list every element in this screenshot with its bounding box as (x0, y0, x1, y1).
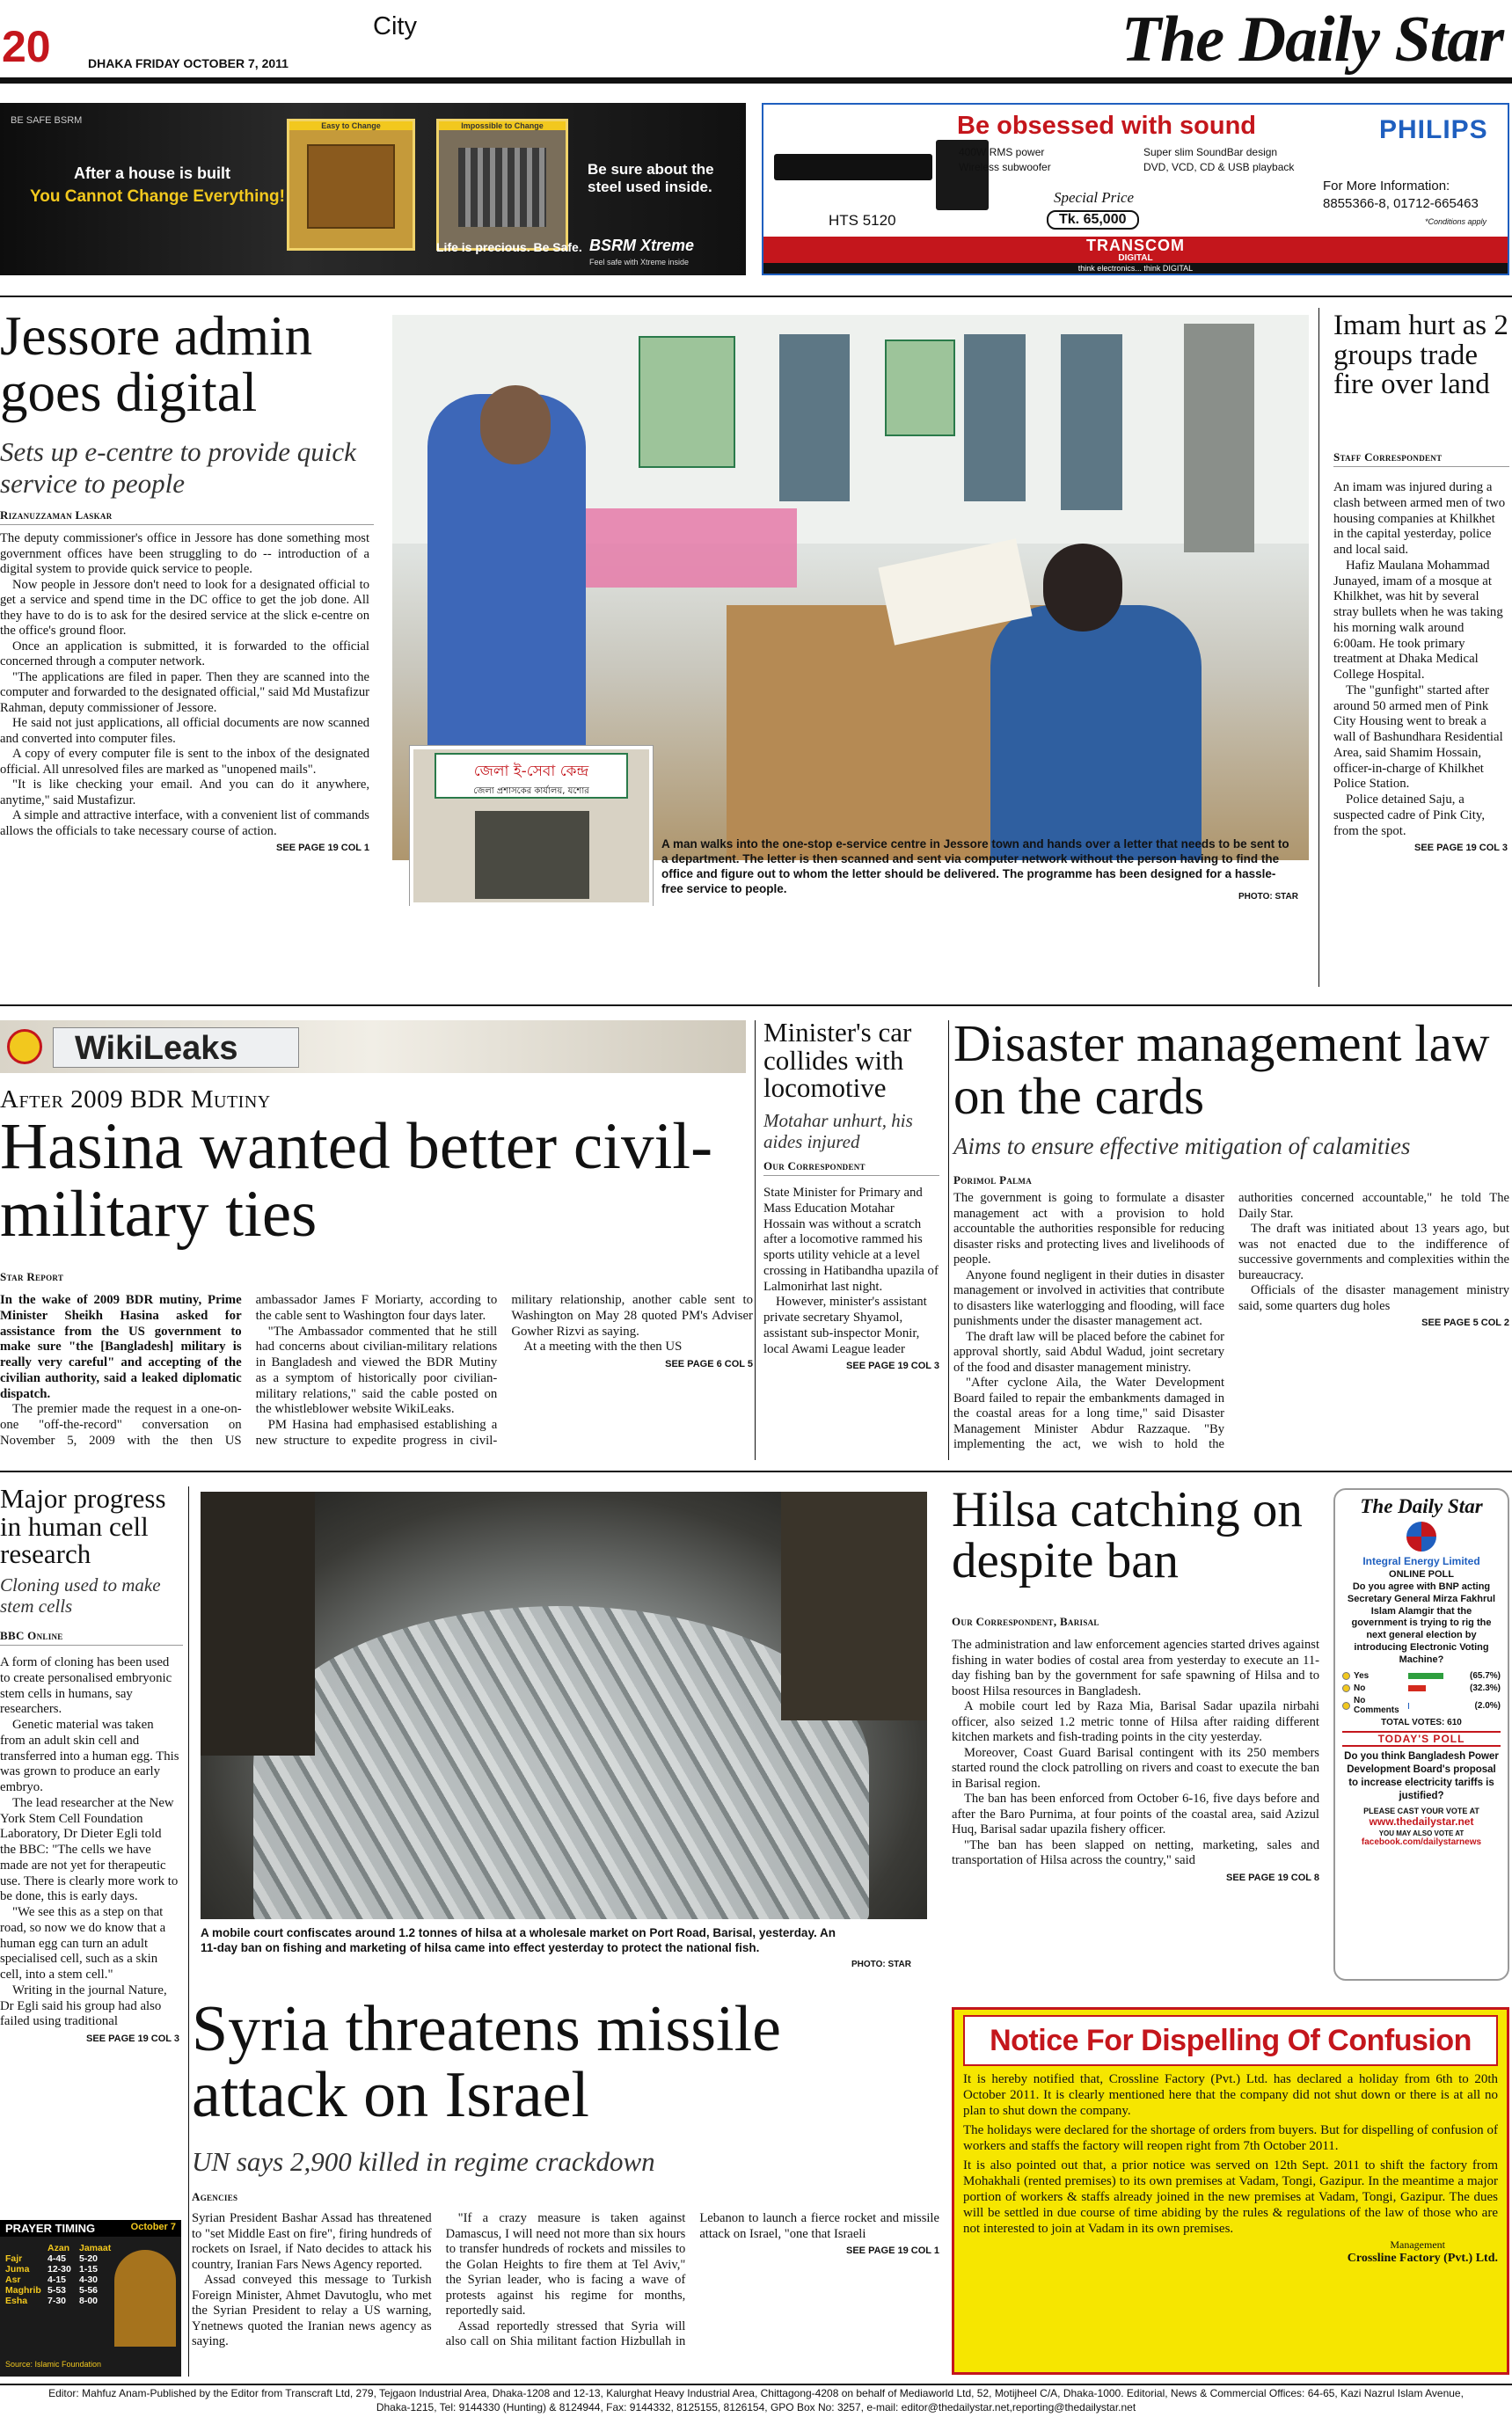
imprint-line-2: Dhaka-1215, Tel: 9144330 (Hunting) & 8124944, Fax: 9144332, 8125155, 8126154, GPO Box No: 3257, e-mail: editor@thedailystar.net,reporting@thedailystar.net (376, 2401, 1136, 2413)
paragraph: "After cyclone Aila, the Water Development Board failed to repair the embankments damaged in the coastal areas for a long time," said Disaster Management Minister Abdur Razzaque. "By implementing the act, we wish to hold the authorities concerned accountable," he told The Daily Star. (953, 1191, 1509, 1451)
tag-impossible: Impossible to Change (439, 121, 566, 130)
poll-percentage: (65.7%) (1469, 1671, 1501, 1682)
syria-headline[interactable]: Syria threatens missile attack on Israel (192, 1993, 781, 2132)
photo-credit: PHOTO: STAR (1238, 892, 1298, 902)
ad-philips[interactable] (762, 103, 1509, 275)
bsrm-line1: After a house is built (74, 164, 231, 182)
transcom-logo: TRANSCOM (1086, 237, 1185, 254)
transcom-sub: DIGITAL (1118, 253, 1153, 263)
prayer-name: Maghrib (5, 2285, 41, 2296)
notice-paragraph: It is also pointed out that, a prior notice was served on 12th Sept. 2011 to shift the factory from Mohakhali (rented premises) to its own premises at Vadam, Tongi, Gazipur. In the meantime a major portion of workers & staffs already joined in the new premises at Vadam, Tongi, Gazipur. The dues will be settled in due course of time abiding by the rules & regulations of the law of those who are not interested to join at Vadam in its own premises. (963, 2158, 1498, 2236)
feature-item: Super slim SoundBar design (1143, 146, 1278, 158)
paragraph: Syrian President Bashar Assad has threatened to "set Middle East on fire", firing hundreds of rockets on Israel, if Nato decides to attack his country, Iranian Fars News Agency reported. (192, 2211, 432, 2272)
poll-also: YOU MAY ALSO VOTE AT (1378, 1829, 1465, 1837)
ad-bsrm[interactable] (0, 103, 746, 275)
prayer-time: 12-30 (47, 2264, 71, 2275)
imam-body (1333, 480, 1508, 854)
notice-sign-name: Crossline Factory (Pvt.) Ltd. (1347, 2252, 1498, 2265)
poll-percentage: (32.3%) (1469, 1683, 1501, 1694)
poll-bar (1408, 1685, 1426, 1691)
prayer-time: 4-45 (47, 2253, 67, 2264)
poll-percentage: (2.0%) (1474, 1700, 1501, 1711)
paragraph: In the wake of 2009 BDR mutiny, Prime Minister Sheikh Hasina asked for assistance from the US government to make sure "the [Bangladesh] military is really very careful" and accepting of the civilian authority, said a leaked diplomatic dispatch. (0, 1293, 242, 1401)
disaster-deck: Aims to ensure effective mitigation of calamities (953, 1133, 1411, 1159)
disaster-headline[interactable]: Disaster management law on the cards (953, 1014, 1490, 1126)
poll-bar (1408, 1703, 1409, 1709)
wikileaks-label: WikiLeaks (53, 1027, 299, 1068)
cloning-body (0, 1655, 179, 2045)
prayer-time: 4-15 (47, 2275, 67, 2285)
feature-item: Wireless subwoofer (959, 161, 1051, 174)
paragraph: A mobile court led by Raza Mia, Barisal Sadar upazila nirbahi officer, also seized 1.2 metric tonne of Hilsa after raiding different kitchen markets and fish-trading points in the city yesterday. (952, 1699, 1319, 1744)
online-poll-box[interactable] (1333, 1488, 1509, 1981)
section-rule (0, 1004, 1512, 1006)
hilsa-headline[interactable]: Hilsa catching on despite ban (952, 1482, 1303, 1589)
prayer-table (5, 2243, 111, 2306)
paragraph: He said not just applications, all official documents are now scanned and converted into computer files. (0, 716, 369, 746)
bsrm-brand-top: BE SAFE BSRM (11, 115, 83, 126)
paragraph: Assad reportedly stressed that Syria will also call on Shia militant faction Hizbullah in Lebanon to launch a fierce rocket and missile attack on Israel, "one that Israeli (445, 2211, 939, 2348)
bsrm-logo-sub: Feel safe with Xtreme inside (589, 258, 690, 267)
paragraph: "The Ambassador commented that he still had concerns about civilian-military relations in Bangladesh and viewed the BDR Mutiny as a symptom of historically poor civilian-military relations," said the cable posted on the whistleblower website WikiLeaks. (255, 1324, 498, 1417)
column-rule (755, 1020, 756, 1460)
masthead-logo: The Daily Star (1121, 4, 1503, 76)
hilsa-byline: Our Correspondent, Barisal (952, 1615, 1099, 1628)
column-rule (1318, 308, 1319, 987)
paragraph: The government is going to formulate a disaster management act with a provision to hold accountable the authorities responsible for reducing disaster risks and protecting lives and livelihoods of people. (953, 1191, 1224, 1267)
bsrm-logo: BSRM Xtreme (589, 237, 695, 254)
transcom-tag: think electronics... think DIGITAL (763, 263, 1508, 274)
paragraph: Police detained Saju, a suspected cadre of Pink City, from the spot. (1333, 792, 1486, 838)
syria-deck: UN says 2,900 killed in regime crackdown (192, 2146, 655, 2177)
paragraph: Moreover, Coast Guard Barisal contingent with its 250 members started round the clock patrolling on rivers and coast to execute the ban in Barisal region. (952, 1745, 1319, 1791)
prayer-time: 5-56 (79, 2285, 99, 2296)
poll-bar (1408, 1673, 1443, 1679)
prayer-name: Asr (5, 2275, 21, 2285)
syria-body (192, 2192, 939, 2371)
philips-model: HTS 5120 (829, 212, 896, 229)
feature-item: DVD, VCD, CD & USB playback (1143, 161, 1295, 174)
section-rule (0, 1471, 1512, 1472)
imprint-line-1: Editor: Mahfuz Anam-Published by the Editor from Transcraft Ltd, 279, Tejgaon Industrial Area, Dhaka-1208 and 12-13, Kalurghat Heavy Industrial Area, Chittagong-4208 on behalf of Mediaworld Ltd, 52, Motijheel C/A, Dhaka-1000. Editorial, News & Commercial Offices: 64-65, Kazi Nazrul Islam Avenue, (48, 2387, 1464, 2399)
notice-box (952, 2007, 1509, 2375)
paragraph: Assad conveyed this message to Turkish Foreign Minister, Ahmet Davutoglu, who met the Syrian President to relay a US warning, Ynetnews quoted the Iranian news agency as saying. (192, 2273, 432, 2348)
jessore-headline[interactable]: Jessore admin goes digital (0, 305, 313, 424)
prayer-timing-box (0, 2220, 181, 2377)
radio-dot-icon[interactable] (1342, 1684, 1350, 1692)
philips-headline: Be obsessed with sound (957, 112, 1256, 140)
poll-option-label: No Comments (1354, 1696, 1399, 1716)
cloning-headline[interactable]: Major progress in human cell research (0, 1483, 166, 1570)
prayer-header: Azan (47, 2243, 70, 2253)
bsrm-line2: You Cannot Change Everything! (30, 187, 285, 206)
paragraph: A simple and attractive interface, with a convenient list of commands allows the officials to take necessary course of action. (0, 808, 369, 838)
poll-sponsor: Integral Energy Limited (1362, 1555, 1480, 1567)
paragraph: "It is like checking your email. And you can do it anywhere, anytime," said Mustafizur. (0, 778, 369, 807)
notice-paragraph: It is hereby notified that, Crossline Factory (Pvt.) Ltd. has declared a holiday from 6th to 20th October 2011. It is clearly mentioned here that the company did not shut down or there is at all no plan to shut down the company. (963, 2072, 1498, 2118)
paragraph: "If a crazy measure is taken against Damascus, I will need not more than six hours to transfer hundreds of rockets and missiles to the Golan Heights to fire them at Tel Aviv," the Syrian leader, who is facing a wave of protests against his regime for months, reportedly said. (445, 2211, 686, 2318)
poll-result-row (1342, 1683, 1501, 1693)
poll-results (1342, 1671, 1501, 1715)
prayer-name: Fajr (5, 2253, 23, 2264)
philips-conditions: *Conditions apply (1425, 217, 1487, 226)
column-rule (188, 1486, 189, 2377)
poll-result-row (1342, 1696, 1501, 1715)
poll-option-label: Yes (1354, 1671, 1370, 1682)
jump-link[interactable]: SEE PAGE 19 COL 3 (846, 1361, 939, 1372)
dateline: DHAKA FRIDAY OCTOBER 7, 2011 (88, 56, 289, 70)
prayer-time: 7-30 (47, 2296, 67, 2306)
paragraph: A form of cloning has been used to create personalised embryonic stem cells in humans, say researchers. (0, 1655, 172, 1717)
todays-poll-label: TODAY'S POLL (1342, 1731, 1501, 1747)
poll-logo: The Daily Star (1360, 1495, 1483, 1517)
poll-cast: PLEASE CAST YOUR VOTE AT (1363, 1807, 1479, 1815)
section-name: City (373, 12, 417, 40)
paragraph: The "gunfight" started after around 50 armed men of Pink City Housing went to break a wall of Bashundhara Residential Area, said Shamim Hossain, officer-in-charge of Khilkhet Police Station. (1333, 683, 1503, 792)
paragraph: "The applications are filed in paper. Then they are scanned into the computer and forwarded to the designated official," said Md Mustafizur Rahman, deputy commissioner of Jessore. (0, 669, 369, 715)
wikileaks-banner (0, 1020, 746, 1073)
philips-brand: PHILIPS (1379, 115, 1488, 144)
hilsa-body (952, 1638, 1319, 1884)
notice-paragraph: The holidays were declared for the shortage of orders from buyers. But for dispelling of confusion of workers and staffs the factory will reopen right from 7th October 2011. (963, 2123, 1498, 2153)
paragraph: Officials of the disaster management ministry said, some quarters dug holes (1238, 1283, 1509, 1313)
syria-byline: Agencies (192, 2190, 238, 2203)
prayer-source: Source: Islamic Foundation (5, 2360, 102, 2369)
jump-link[interactable]: SEE PAGE 5 COL 2 (1421, 1318, 1509, 1328)
steel-image (436, 119, 568, 251)
jessore-body (0, 531, 369, 854)
poll-total: TOTAL VOTES: 610 (1381, 1718, 1462, 1728)
paragraph: An imam was injured during a clash between armed men of two housing companies at Khilkhet in the capital yesterday, police and local said. (1333, 480, 1506, 557)
bsrm-right-line: Be sure about the steel used inside. (588, 161, 714, 196)
paragraph: The draft was initiated about 13 years ago, but was not enacted due to the indifference of successive governments and complexities within the bureaucracy. (1238, 1222, 1509, 1282)
paragraph: Writing in the journal Nature, Dr Egli said his group had also failed using traditional (0, 1983, 167, 2029)
jump-link[interactable]: SEE PAGE 19 COL 8 (1226, 1872, 1319, 1883)
prayer-title: PRAYER TIMING (5, 2222, 96, 2235)
jump-link[interactable]: SEE PAGE 6 COL 5 (665, 1359, 753, 1369)
hasina-kicker: After 2009 BDR Mutiny (0, 1085, 271, 1114)
photo-credit: PHOTO: STAR (851, 1960, 911, 1969)
jump-link[interactable]: SEE PAGE 19 COL 3 (86, 2034, 179, 2044)
tag-easy: Easy to Change (289, 121, 413, 130)
philips-special: Special Price (1054, 189, 1135, 206)
prayer-date: October 7 (130, 2222, 176, 2232)
transcom-bar (763, 237, 1508, 275)
masthead-rule (0, 77, 1512, 84)
prayer-time: 1-15 (79, 2264, 99, 2275)
paragraph: Anyone found negligent in their duties in disaster management or involved in activities that contribute to disasters like waterlogging and flooding, will face punishments under the disaster management act. (953, 1267, 1224, 1328)
footer-rule (0, 2384, 1512, 2385)
hasina-headline[interactable]: Hasina wanted better civil-military ties (0, 1110, 713, 1251)
poll-facebook[interactable]: facebook.com/dailystarnews (1361, 1837, 1482, 1847)
prayer-header (5, 2243, 47, 2253)
paragraph: PM Hasina had emphasised establishing a new structure to expedite progress in civil-military relationship, another cable sent to Washington on May 28 quoted PM's Adviser Gowher Rizvi as saying. (255, 1293, 753, 1448)
column-rule (948, 1020, 949, 1460)
prayer-time: 5-53 (47, 2285, 67, 2296)
jessore-photo (392, 315, 1309, 906)
radio-dot-icon[interactable] (1342, 1672, 1350, 1680)
paragraph: Once an application is submitted, it is forwarded to the official concerned through a computer network. (0, 639, 369, 668)
philips-features (959, 145, 1328, 176)
energy-logo-icon (1406, 1522, 1436, 1552)
poll-result-row (1342, 1671, 1501, 1681)
notice-title: Notice For Dispelling Of Confusion (963, 2015, 1498, 2066)
feature-item: 400W RMS power (959, 146, 1045, 158)
imam-byline: Staff Correspondent (1333, 450, 1509, 467)
imam-headline[interactable]: Imam hurt as 2 groups trade fire over land (1333, 310, 1508, 401)
disaster-body (953, 1175, 1509, 1458)
paragraph: Now people in Jessore don't need to look for a designated official to get a service and spend time in the DC office to get the job done. All they have to do is to ask for the desired service at the slick e-centre on the office's ground floor. (0, 577, 369, 638)
poll-question: Do you agree with BNP acting Secretary General Mirza Fakhrul Islam Alamgir that the government is trying to rig the next general election by introducing Electronic Voting Machine? (1347, 1581, 1496, 1665)
poll-option-label: No (1354, 1683, 1366, 1694)
radio-dot-icon[interactable] (1342, 1702, 1350, 1710)
minister-body (763, 1186, 939, 1372)
jump-link[interactable]: SEE PAGE 19 COL 3 (1414, 843, 1508, 854)
paragraph: The deputy commissioner's office in Jessore has done something most government offices have been struggling to do -- introduction of a digital system to provide quick service to people. (0, 531, 369, 576)
jump-link[interactable]: SEE PAGE 19 COL 1 (846, 2245, 939, 2256)
hasina-body (0, 1293, 753, 1460)
paragraph: Hafiz Maulana Mohammad Junayed, imam of a mosque at Khilkhet, was hit by several stray bullets when he was taking his morning walk around 6:00am. He took primary treatment at Dhaka Medical College Hospital. (1333, 558, 1503, 682)
paragraph: The administration and law enforcement agencies started drives against fishing in water bodies of costal area from yesterday to execute an 11-day fishing ban by the government for safe spawning of Hilsa and to boost Hilsa resources in Bangladesh. (952, 1638, 1319, 1698)
paragraph: At a meeting with the then US (523, 1340, 683, 1355)
paragraph: The premier made the request in a one-on-one "off-the-record" conversation on November 5, 2009 with the then US ambassador James F Moriarty, according to the cable sent to Washington four days later. (0, 1293, 498, 1448)
prayer-time: 5-20 (79, 2253, 99, 2264)
jessore-byline: Rizanuzzaman Laskar (0, 508, 374, 525)
minister-headline[interactable]: Minister's car collides with locomotive (763, 1017, 912, 1104)
minister-byline: Our Correspondent (763, 1159, 939, 1176)
jessore-caption: A man walks into the one-stop e-service centre in Jessore town and hands over a letter that needs to be sent to a department. The letter is then scanned and sent via computer network without the person having to find the office and figure out to whom the letter should be delivered. The programme has been designed for a hassle-free service to people. (661, 837, 1289, 895)
megaphone-icon (7, 1029, 42, 1064)
jessore-deck: Sets up e-centre to provide quick service to people (0, 436, 356, 499)
prayer-header: Jamaat (79, 2243, 112, 2253)
sign-text: জেলা ই-সেবা কেন্দ্র (473, 763, 589, 780)
cloning-byline: BBC Online (0, 1629, 183, 1646)
disaster-byline: Porimol Palma (953, 1173, 1033, 1187)
philips-price: Tk. 65,000 (1047, 210, 1139, 230)
philips-info-phone: 8855366-8, 01712-665463 (1323, 196, 1479, 211)
paragraph: A copy of every computer file is sent to the inbox of the designated official. All unresolved files are marked as "unopened mails". (0, 747, 369, 777)
prayer-time: 4-30 (79, 2275, 99, 2285)
bsrm-bottom: Life is precious. Be Safe. (436, 240, 582, 254)
sign-subtext: জেলা প্রশাসকের কার্যালয়, যশোর (473, 786, 589, 796)
notice-sign-role: Management (1390, 2238, 1445, 2251)
paragraph: Genetic material was taken from an adult skin cell and transferred into a human egg. This was grown to produce an early embryo. (0, 1718, 179, 1794)
section-rule (0, 296, 1512, 297)
mosque-icon (114, 2250, 176, 2347)
paragraph: However, minister's assistant private secretary Shyamol, assistant sub-inspector Monir, local Awami League leader (763, 1295, 927, 1356)
soundbar-image (774, 154, 932, 180)
page-number: 20 (2, 22, 51, 71)
poll-title: ONLINE POLL (1389, 1569, 1454, 1580)
poll-url[interactable]: www.thedailystar.net (1369, 1815, 1474, 1828)
paragraph: State Minister for Primary and Mass Education Motahar Hossain was without a scratch after a locomotive rammed his sports utility vehicle at a level crossing in Hatibandha upazila of Lalmonirhat last night. (763, 1186, 939, 1294)
hilsa-photo (201, 1492, 927, 1977)
paragraph: The ban has been enforced from October 6-16, five days before and after the Baro Purnima, at four points of the coastal area, said Azizul Huq, Barisal sadar upazila fishery officer. (952, 1792, 1319, 1836)
door-image (287, 119, 415, 251)
paragraph: The lead researcher at the New York Stem Cell Foundation Laboratory, Dr Dieter Egli told the BBC: "The cells we have made are not yet for therapeutic use. There is clearly more work to be done, this is early days. (0, 1795, 179, 1904)
prayer-name: Esha (5, 2296, 28, 2306)
cloning-deck: Cloning used to make stem cells (0, 1574, 161, 1617)
minister-deck: Motahar unhurt, his aides injured (763, 1110, 913, 1153)
philips-info-title: For More Information: (1323, 179, 1450, 194)
prayer-name: Juma (5, 2264, 30, 2275)
paragraph: "The ban has been slapped on netting, marketing, sales and transportation of Hilsa across the country," said (952, 1837, 1319, 1867)
todays-poll-question: Do you think Bangladesh Power Development Board's proposal to increase electricity tariffs is justified? (1344, 1751, 1499, 1802)
hasina-byline: Star Report (0, 1270, 64, 1283)
prayer-time: 8-00 (79, 2296, 99, 2306)
paragraph: The draft law will be placed before the cabinet for approval shortly, said Abdul Wadud, joint secretary of the food and disaster management ministry. (953, 1329, 1224, 1375)
jump-link[interactable]: SEE PAGE 19 COL 1 (276, 843, 369, 853)
hilsa-caption: A mobile court confiscates around 1.2 tonnes of hilsa at a wholesale market on Port Road, Barisal, yesterday. An 11-day ban on fishing and marketing of hilsa came into effect yesterday to protect the national fish. (201, 1926, 836, 1954)
paragraph: "We see this as a step on that road, so now we do know that a human egg can turn an adult specialised cell, such as a skin cell, into a stem cell." (0, 1905, 166, 1982)
